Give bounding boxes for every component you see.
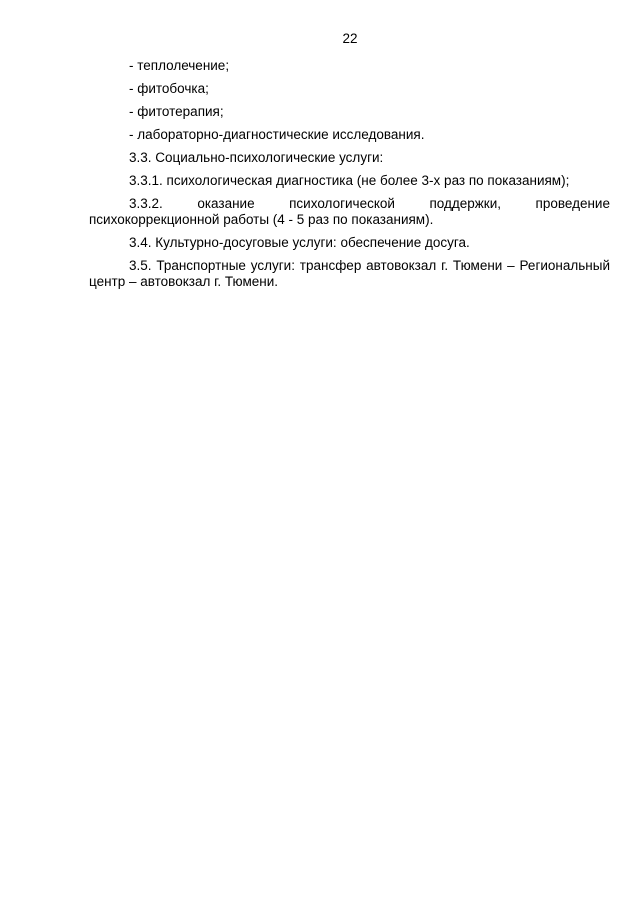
- document-body: [89, 58, 610, 297]
- section-3-3-2: 3.3.2. оказание психологической поддержки, проведение психокоррекционной работы (4 - 5 раз по показаниям).: [89, 196, 610, 227]
- list-item-phyto-barrel: - фитобочка;: [129, 81, 209, 96]
- list-item-phytotherapy: - фитотерапия;: [129, 104, 224, 119]
- section-3-4: 3.4. Культурно-досуговые услуги: обеспечение досуга.: [129, 235, 470, 250]
- list-item-lab-diagnostics: - лабораторно-диагностические исследования.: [129, 127, 425, 142]
- page-number: 22: [342, 31, 358, 46]
- section-3-3-1: 3.3.1. психологическая диагностика (не более 3-х раз по показаниям);: [129, 173, 570, 188]
- section-3-5: 3.5. Транспортные услуги: трансфер автовокзал г. Тюмени – Региональный центр – автовокзал г. Тюмени.: [89, 258, 610, 289]
- section-3-3-heading: 3.3. Социально-психологические услуги:: [129, 150, 384, 165]
- list-item-heat-therapy: - теплолечение;: [129, 58, 230, 73]
